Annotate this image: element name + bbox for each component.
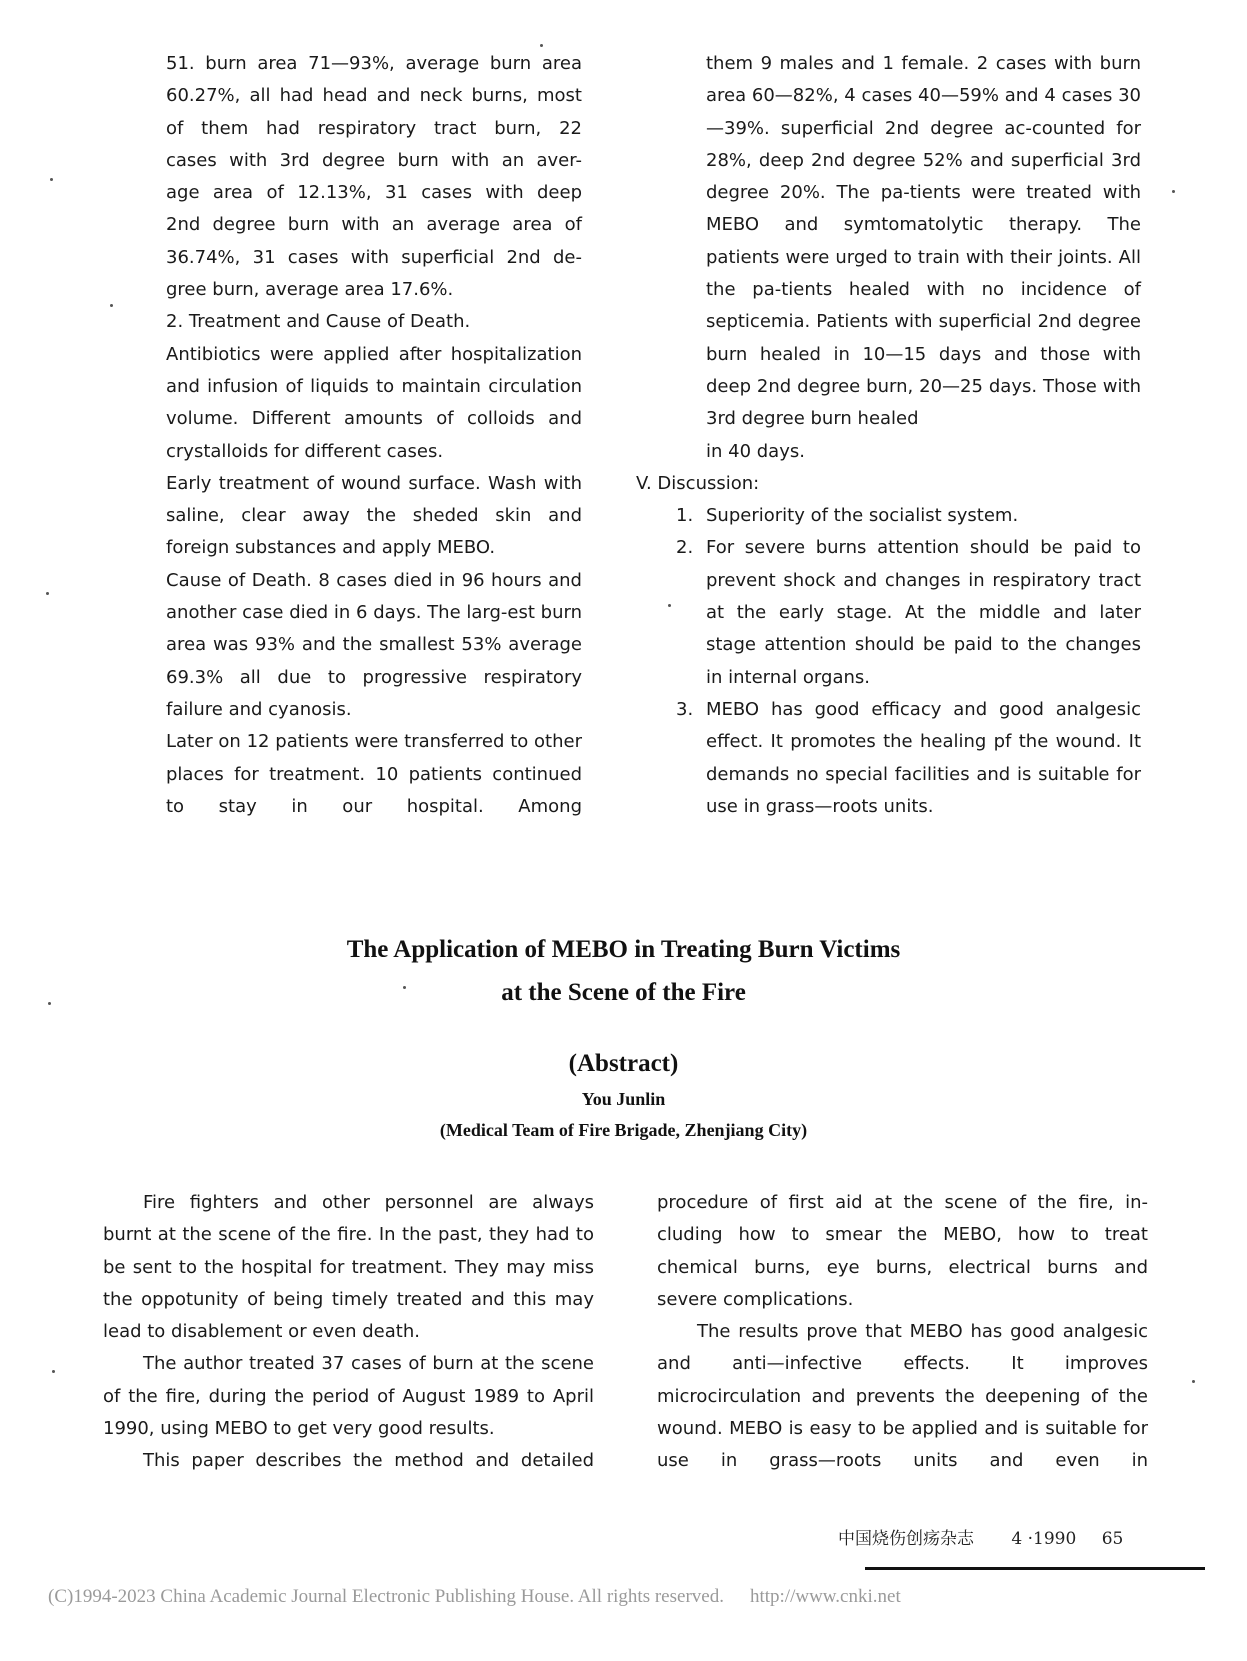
scan-speck bbox=[48, 1002, 51, 1005]
scan-speck bbox=[46, 592, 49, 595]
text-line: of them had respiratory tract burn, 22 bbox=[166, 117, 582, 139]
page-footer bbox=[838, 1524, 1148, 1549]
text-line: 2nd degree burn with an average area of bbox=[166, 214, 582, 236]
copyright-text: (C)1994-2023 China Academic Journal Electronic Publishing House. All rights reserved. bbox=[48, 1586, 724, 1607]
paragraph-later: Later on 12 patients were transferred to other places for treatment. 10 patients continued to stay in our hospital. Among bbox=[166, 731, 582, 817]
list-item bbox=[676, 500, 1141, 532]
scan-speck bbox=[540, 44, 543, 47]
list-item-text: Superiority of the socialist system. bbox=[706, 505, 1019, 527]
list-item bbox=[676, 532, 1141, 693]
text-line: 51. burn area 71—93%, average burn area bbox=[166, 53, 582, 74]
abstract-label: (Abstract) bbox=[568, 1050, 679, 1077]
paragraph-cause-of-death: Cause of Death. 8 cases died in 96 hours and another case died in 6 days. The larg-est burn area was 93% and the smallest 53% average 69.3% all due to progressive respiratory failure and cyanosis. bbox=[166, 569, 582, 720]
text-line: age area of 12.13%, 31 cases with deep bbox=[166, 182, 582, 204]
column-right-top bbox=[636, 48, 1141, 823]
text-line: 36.74%, 31 cases with superficial 2nd de- bbox=[166, 246, 582, 268]
text-line: 60.27%, all had head and neck burns, most bbox=[166, 85, 582, 107]
scan-speck bbox=[50, 178, 53, 181]
list-item-number: 1. bbox=[676, 505, 694, 527]
text-line: gree burn, average area 17.6%. bbox=[166, 279, 454, 301]
list-item-number: 2. bbox=[676, 537, 694, 559]
list-item-number: 3. bbox=[676, 698, 694, 720]
text-line: in 40 days. bbox=[706, 440, 805, 462]
footer-rule bbox=[865, 1567, 1205, 1570]
article-header bbox=[0, 928, 1247, 1146]
copyright-notice bbox=[48, 1586, 901, 1608]
paragraph-antibiotics: Antibiotics were applied after hospitalization and infusion of liquids to maintain circulation volume. Different amounts of colloids and crystalloids for different cases. bbox=[166, 343, 582, 462]
paragraph-patients: them 9 males and 1 female. 2 cases with burn area 60—82%, 4 cases 40—59% and 4 cases 30—39%. superficial 2nd degree ac-counted for 28%, deep 2nd degree 52% and superficial 3rd degree 20%. The pa-tients were treated with MEBO and symtomatolytic therapy. The patients were urged to train with their joints. All the pa-tients healed with no incidence of septicemia. Patients with superficial 2nd degree burn healed in 10—15 days and those with deep 2nd degree burn, 20—25 days. Those with 3rd degree burn healed bbox=[706, 53, 1141, 430]
copyright-url: http://www.cnki.net bbox=[749, 1586, 901, 1607]
author-affiliation: (Medical Team of Fire Brigade, Zhenjiang City) bbox=[439, 1120, 808, 1140]
article-title-line-2: at the Scene of the Fire bbox=[501, 979, 746, 1006]
paragraph: procedure of first aid at the scene of the fire, in-cluding how to smear the MEBO, how to treat chemical burns, eye burns, electrical burns and severe complications. bbox=[657, 1192, 1148, 1310]
list-item-text: MEBO has good efficacy and good analgesic effect. It promotes the healing pf the wound. It demands no special facilities and is suitable for use in grass—roots units. bbox=[706, 698, 1141, 817]
scan-speck bbox=[1192, 1380, 1195, 1383]
scan-speck bbox=[52, 1370, 55, 1373]
paragraph: This paper describes the method and detailed bbox=[143, 1450, 594, 1472]
scan-speck bbox=[403, 986, 406, 989]
scan-speck bbox=[110, 304, 113, 307]
paragraph: Fire fighters and other personnel are always burnt at the scene of the fire. In the past, they had to be sent to the hospital for treatment. They may miss the oppotunity of being timely treated and this may lead to disablement or even death. bbox=[103, 1192, 594, 1343]
section-heading-treatment: 2. Treatment and Cause of Death. bbox=[166, 311, 471, 333]
column-left-bottom bbox=[103, 1187, 594, 1478]
list-item bbox=[676, 694, 1141, 823]
article-title-line-1: The Application of MEBO in Treating Burn Victims bbox=[346, 936, 901, 963]
section-heading-discussion: V. Discussion: bbox=[636, 472, 760, 494]
scan-speck bbox=[668, 604, 671, 607]
paragraph: The results prove that MEBO has good analgesic and anti—infective effects. It improves microcirculation and prevents the deepening of the wound. MEBO is easy to be applied and is suitable for use in grass—roots units and even in bbox=[657, 1321, 1148, 1472]
issue-number: 4 ·1990 bbox=[1011, 1529, 1077, 1549]
journal-name: 中国烧伤创疡杂志 bbox=[838, 1529, 974, 1549]
column-left-top bbox=[166, 48, 582, 823]
scan-speck bbox=[1172, 190, 1175, 193]
list-item-text: For severe burns attention should be paid to prevent shock and changes in respiratory tract at the early stage. At the middle and later stage attention should be paid to the changes in internal organs. bbox=[706, 537, 1141, 688]
paragraph-early-treatment: Early treatment of wound surface. Wash with saline, clear away the sheded skin and foreign substances and apply MEBO. bbox=[166, 472, 582, 559]
text-line: cases with 3rd degree burn with an aver- bbox=[166, 149, 582, 171]
paragraph: The author treated 37 cases of burn at the scene of the fire, during the period of August 1989 to April 1990, using MEBO to get very good results. bbox=[103, 1353, 594, 1440]
column-right-bottom bbox=[657, 1187, 1148, 1478]
page-number: 65 bbox=[1101, 1529, 1124, 1549]
author-name: You Junlin bbox=[581, 1089, 666, 1109]
